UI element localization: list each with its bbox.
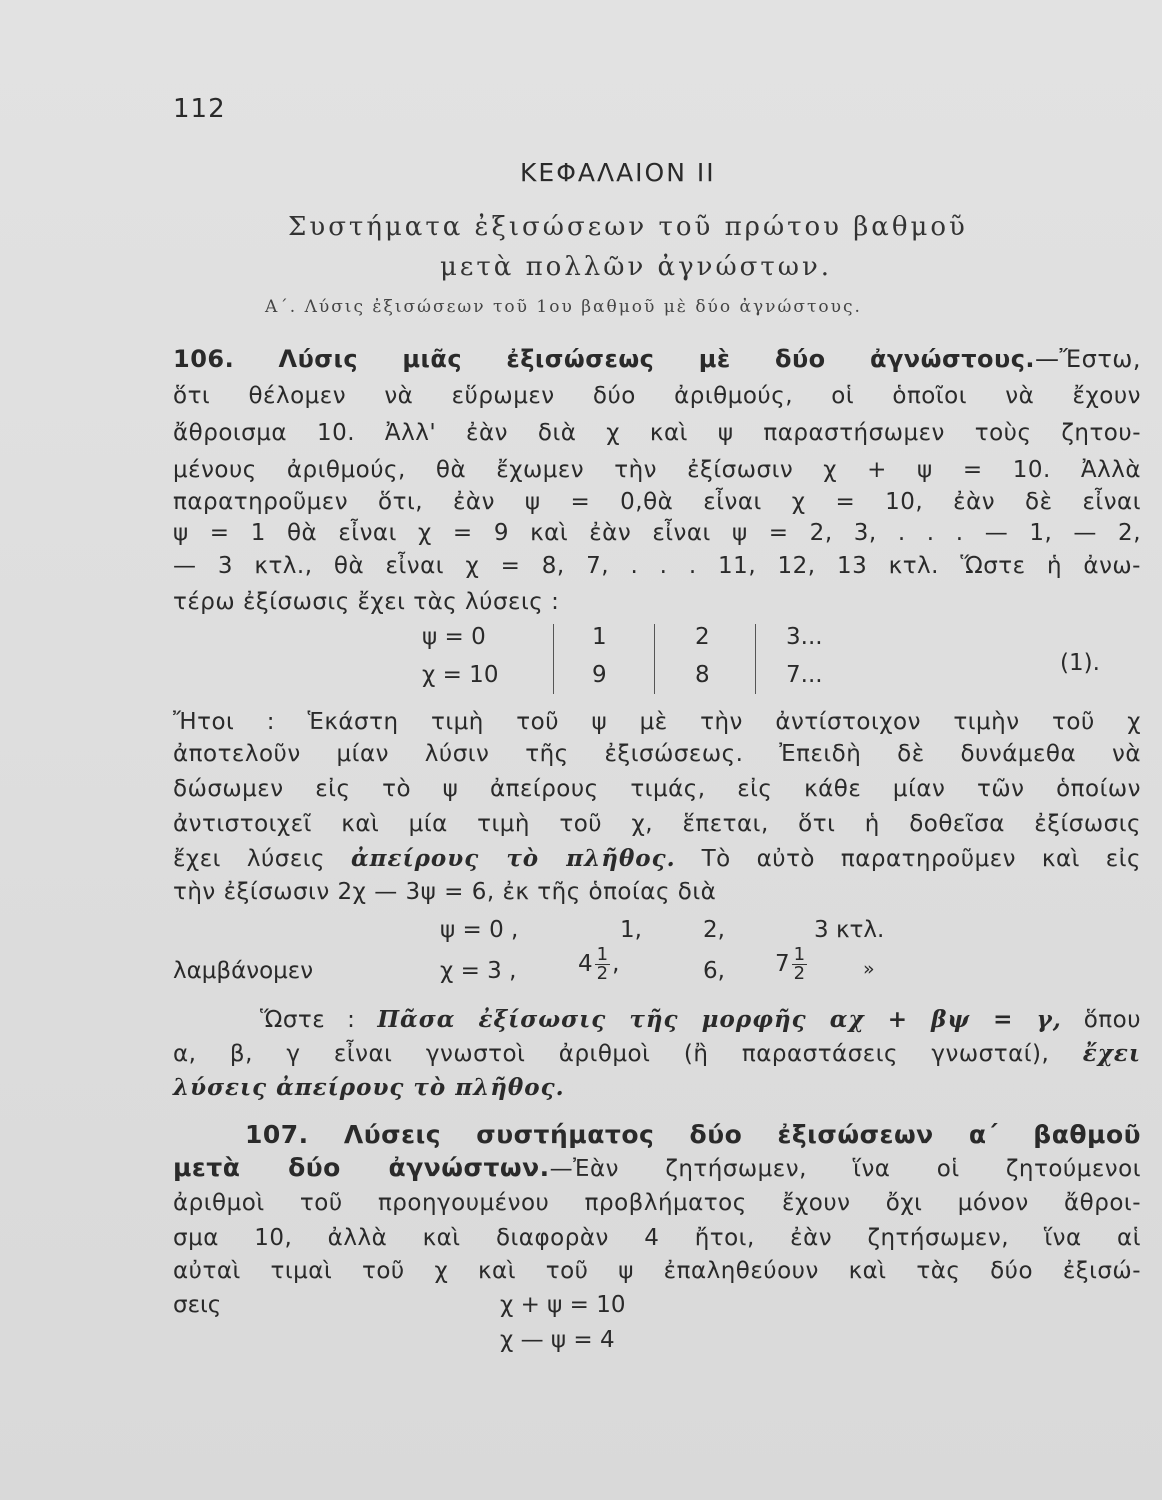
page-number: 112 bbox=[173, 94, 226, 124]
chi-cell: 7... bbox=[786, 662, 823, 688]
section-heading: Α΄. Λύσις ἐξισώσεων τοῦ 1ου βαθμοῦ μὲ δύο ἀγνώστους. bbox=[265, 297, 862, 317]
emphasized-text: ἔχει bbox=[1082, 1040, 1141, 1067]
text-line bbox=[173, 1039, 1141, 1069]
system-equation-2: χ — ψ = 4 bbox=[500, 1327, 615, 1353]
fraction-numerator: 1 bbox=[793, 944, 806, 965]
text-line bbox=[173, 1153, 1141, 1183]
text-line: Ἤτοι : Ἑκάστη τιμὴ τοῦ ψ μὲ τὴν ἀντίστοιχον τιμὴν τοῦ χ bbox=[173, 709, 1141, 735]
text-fragment: ὅπου bbox=[1083, 1007, 1142, 1033]
paragraph-106-heading: 106. Λύσις μιᾶς ἐξισώσεως μὲ δύο ἀγνώστους. bbox=[173, 345, 1036, 373]
text-line: τέρω ἐξίσωσις ἔχει τὰς λύσεις : bbox=[173, 589, 560, 615]
psi-values: 1, bbox=[620, 917, 642, 943]
chi-value: χ = 3 , bbox=[440, 958, 517, 984]
text-line bbox=[173, 844, 1141, 874]
chi-value-mixed bbox=[775, 946, 809, 983]
emphasized-text: ἀπείρους τὸ πλῆθος. bbox=[350, 845, 676, 872]
paragraph-106-line-1 bbox=[173, 344, 1141, 374]
comma: , bbox=[612, 951, 620, 977]
ditto-mark: » bbox=[863, 958, 875, 980]
text-line bbox=[260, 1005, 1141, 1035]
psi-values: ψ = 0 , bbox=[440, 917, 519, 943]
text-line: ψ = 1 θὰ εἶναι χ = 9 καὶ ἐὰν εἶναι ψ = 2, 3, . . . — 1, — 2, bbox=[173, 520, 1141, 546]
text-fragment: ἔχει λύσεις bbox=[173, 846, 326, 872]
paragraph-107-heading-cont: μετὰ δύο ἀγνώστων. bbox=[173, 1153, 550, 1182]
text-line: δώσωμεν εἰς τὸ ψ ἀπείρους τιμάς, εἰς κάθε μίαν τῶν ὁποίων bbox=[173, 776, 1141, 802]
text-line: ἄθροισμα 10. Ἀλλ' ἐὰν διὰ χ καὶ ψ παραστήσωμεν τοὺς ζητου- bbox=[173, 420, 1141, 446]
paragraph-107-heading-line-1 bbox=[245, 1120, 1141, 1150]
chapter-title-line-1: Συστήματα ἐξισώσεων τοῦ πρώτου βαθμοῦ bbox=[288, 212, 968, 242]
equation-number: (1). bbox=[1060, 650, 1100, 676]
psi-values: 2, bbox=[703, 917, 725, 943]
text-line: ἀριθμοὶ τοῦ προηγουμένου προβλήματος ἔχουν ὄχι μόνον ἄθροι- bbox=[173, 1190, 1141, 1216]
text-fragment: α, β, γ εἶναι γνωστοὶ ἀριθμοὶ (ἢ παραστάσεις γνωσταί), bbox=[173, 1041, 1050, 1067]
chapter-title-line-2: μετὰ πολλῶν ἀγνώστων. bbox=[440, 252, 833, 282]
text-line: παρατηροῦμεν ὅτι, ἐὰν ψ = 0,θὰ εἶναι χ = 10, ἐὰν δὲ εἶναι bbox=[173, 489, 1141, 515]
system-equation-1: χ + ψ = 10 bbox=[500, 1292, 626, 1318]
chi-row-label: χ = 10 bbox=[422, 662, 499, 688]
text-line: ἀποτελοῦν μίαν λύσιν τῆς ἐξισώσεως. Ἐπειδὴ δὲ δυνάμεθα νὰ bbox=[173, 741, 1141, 767]
whole-part: 7 bbox=[775, 951, 790, 977]
fraction-numerator: 1 bbox=[596, 944, 609, 965]
paragraph-107-heading: 107. Λύσεις συστήματος δύο ἐξισώσεων α΄ βαθμοῦ bbox=[245, 1120, 1141, 1149]
table-divider bbox=[755, 624, 756, 694]
psi-values: 3 κτλ. bbox=[814, 917, 885, 943]
psi-cell: 1 bbox=[592, 624, 607, 650]
psi-row-label: ψ = 0 bbox=[422, 624, 486, 650]
table-divider bbox=[553, 624, 554, 694]
text-fragment: Ὥστε : bbox=[260, 1007, 356, 1033]
chi-value-mixed bbox=[578, 946, 619, 983]
text-line bbox=[173, 1073, 1141, 1103]
chi-cell: 8 bbox=[695, 662, 710, 688]
text-fragment: —Ἐὰν ζητήσωμεν, ἵνα οἱ ζητούμενοι bbox=[549, 1156, 1141, 1182]
text-line: σμα 10, ἀλλὰ καὶ διαφορὰν 4 ἤτοι, ἐὰν ζητήσωμεν, ἵνα αἱ bbox=[173, 1225, 1141, 1251]
table-divider bbox=[654, 624, 655, 694]
text-line: ἀντιστοιχεῖ καὶ μία τιμὴ τοῦ χ, ἕπεται, ὅτι ἡ δοθεῖσα ἐξίσωσις bbox=[173, 811, 1141, 837]
paragraph-106-text: —Ἔστω, bbox=[1035, 345, 1141, 373]
emphasized-text: Πᾶσα ἐξίσωσις τῆς μορφῆς αχ + βψ = γ, bbox=[377, 1006, 1062, 1033]
text-line: τὴν ἐξίσωσιν 2χ — 3ψ = 6, ἐκ τῆς ὁποίας διὰ bbox=[173, 879, 717, 905]
text-line: αὐταὶ τιμαὶ τοῦ χ καὶ τοῦ ψ ἐπαληθεύουν καὶ τὰς δύο ἐξισώ- bbox=[173, 1258, 1141, 1284]
fraction-denominator: 2 bbox=[596, 963, 609, 984]
chapter-heading: ΚΕΦΑΛΑΙΟΝ ΙΙ bbox=[520, 158, 716, 187]
whole-part: 4 bbox=[578, 951, 593, 977]
chi-value: 6, bbox=[703, 958, 725, 984]
chi-cell: 9 bbox=[592, 662, 607, 688]
fraction bbox=[595, 946, 610, 983]
psi-cell: 3... bbox=[786, 624, 823, 650]
text-line: — 3 κτλ., θὰ εἶναι χ = 8, 7, . . . 11, 12, 13 κτλ. Ὥστε ἡ ἀνω- bbox=[173, 553, 1141, 579]
text-line: μένους ἀριθμούς, θὰ ἔχωμεν τὴν ἐξίσωσιν χ + ψ = 10. Ἀλλὰ bbox=[173, 457, 1141, 483]
text-fragment: σεις bbox=[173, 1292, 222, 1318]
fraction bbox=[792, 946, 807, 983]
psi-cell: 2 bbox=[695, 624, 710, 650]
fraction-denominator: 2 bbox=[793, 963, 806, 984]
lambanomen-label: λαμβάνομεν bbox=[173, 958, 314, 984]
text-fragment: Τὸ αὐτὸ παρατηροῦμεν καὶ εἰς bbox=[701, 846, 1142, 872]
emphasized-text: λύσεις ἀπείρους τὸ πλῆθος. bbox=[173, 1074, 565, 1101]
text-line: ὅτι θέλομεν νὰ εὕρωμεν δύο ἀριθμούς, οἱ ὁποῖοι νὰ ἔχουν bbox=[173, 383, 1141, 409]
